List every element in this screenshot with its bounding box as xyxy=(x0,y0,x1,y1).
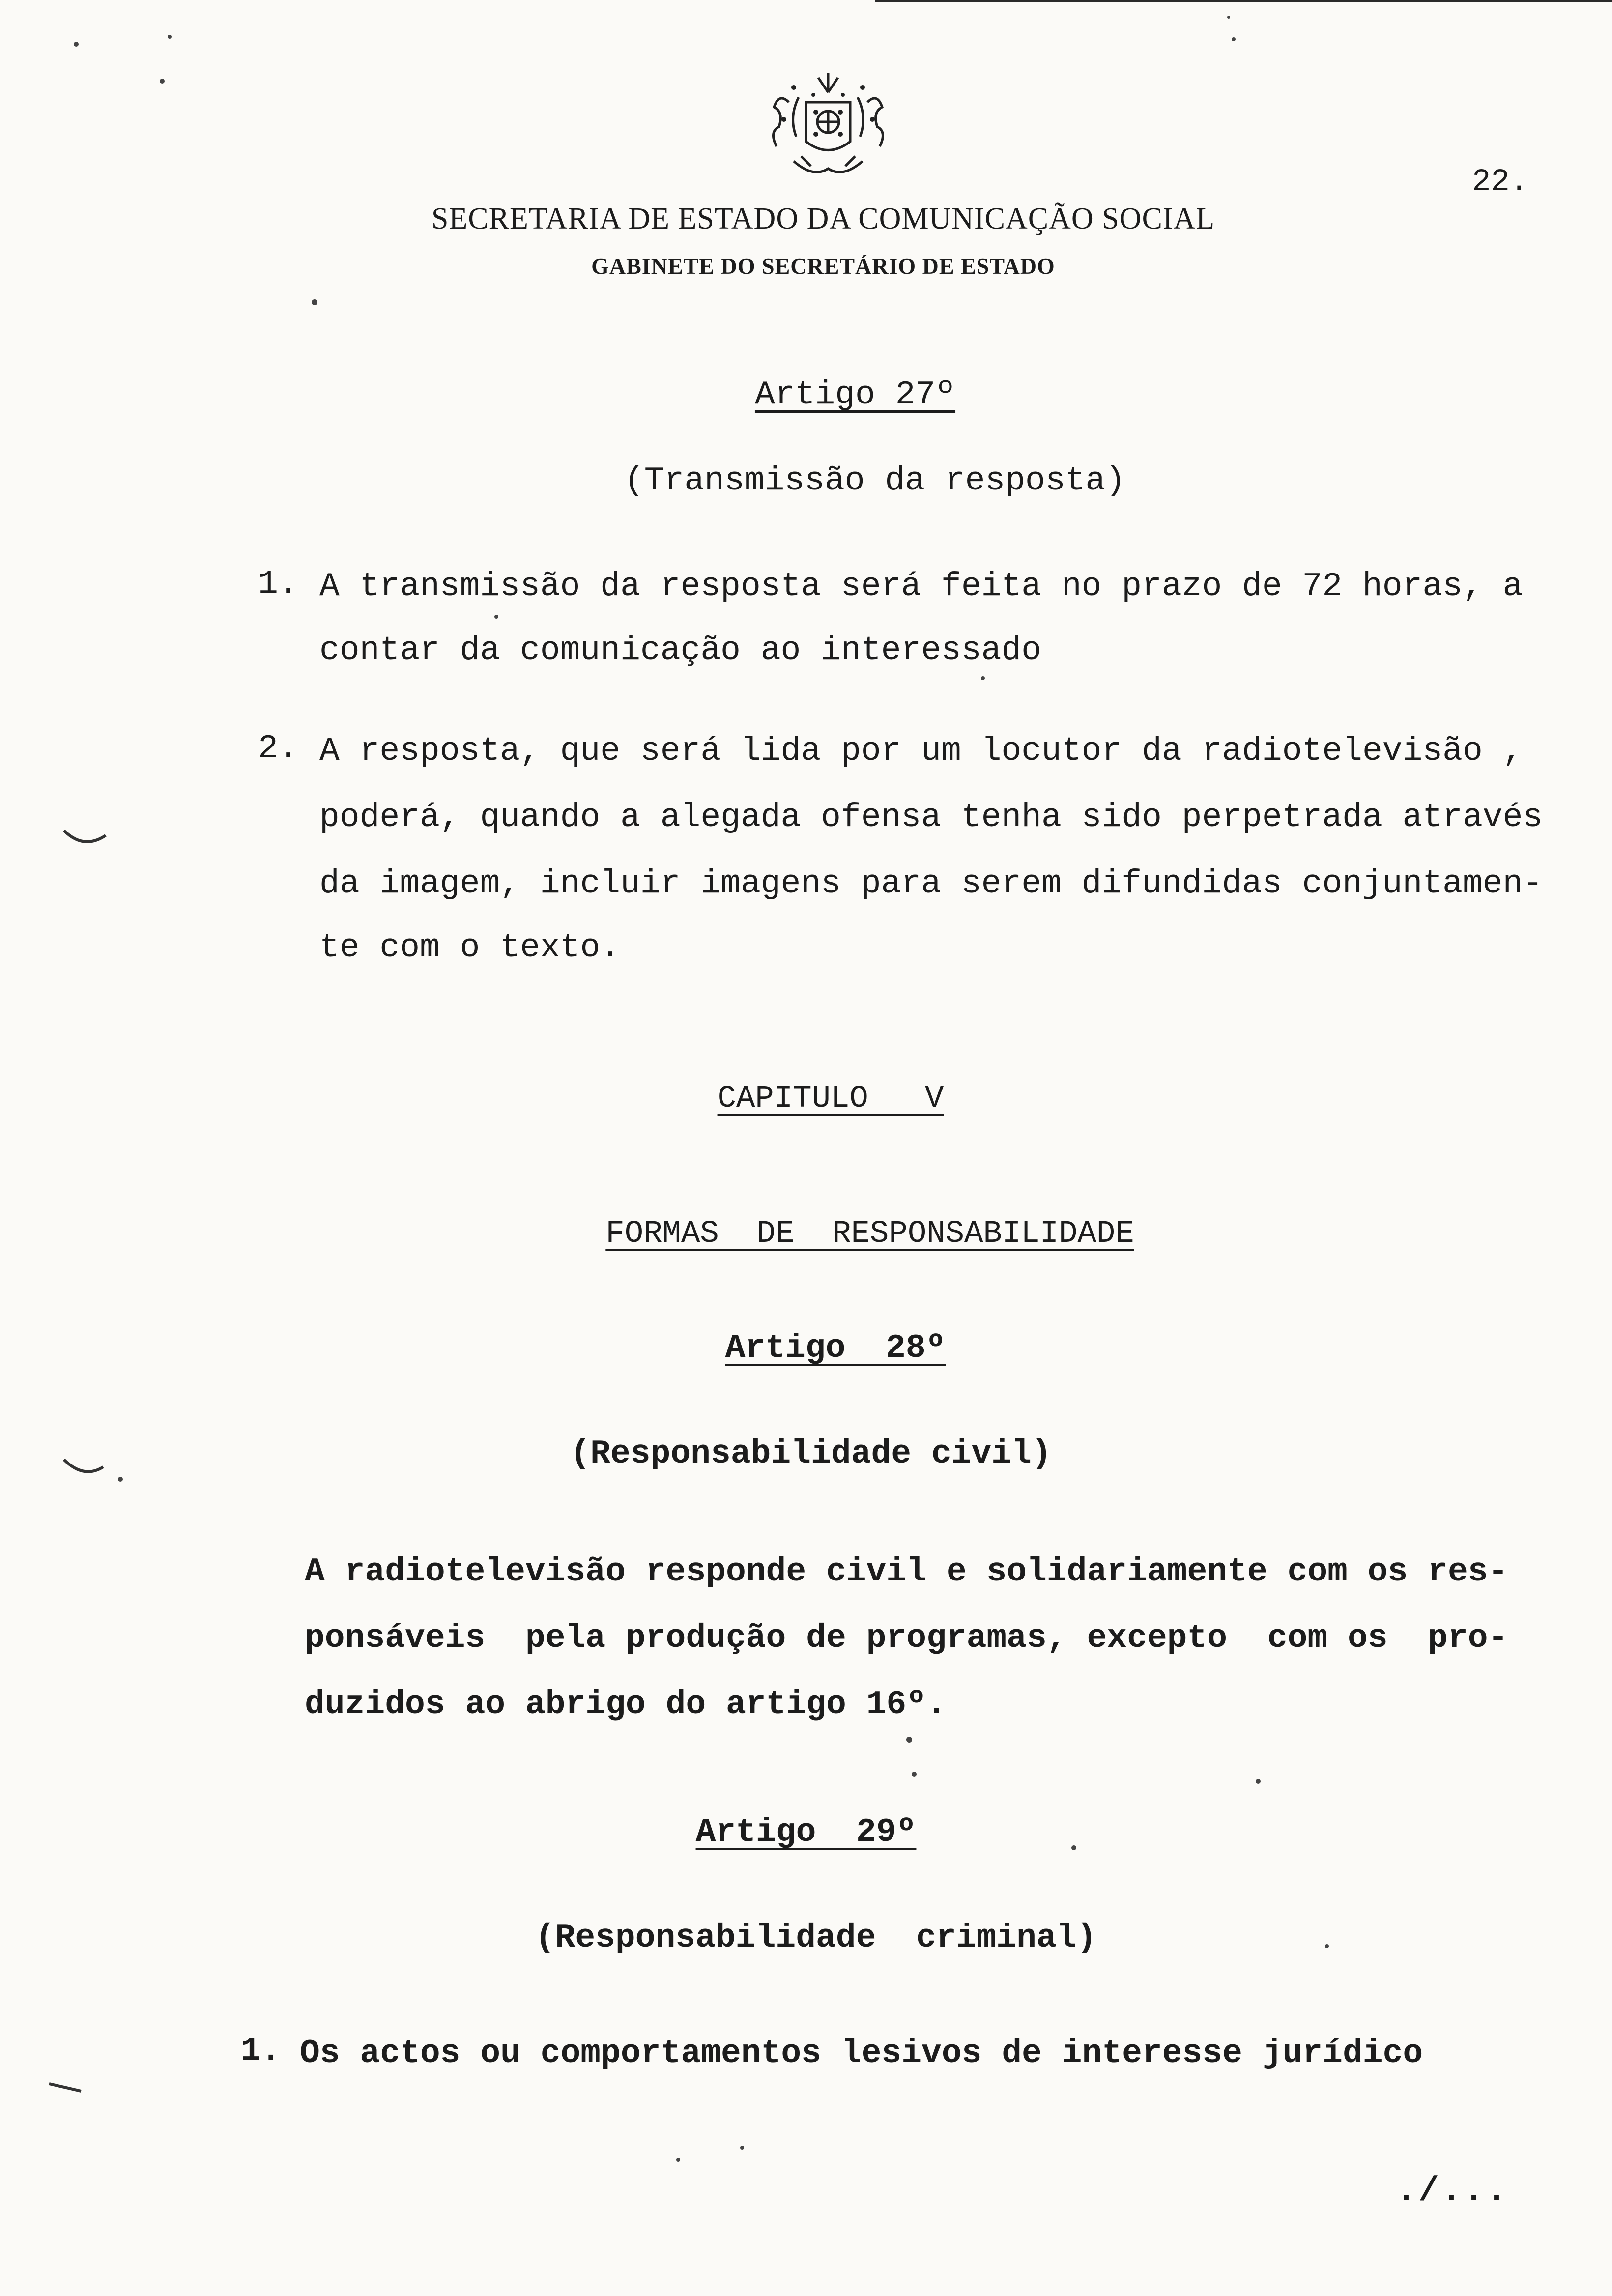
article-28-subtitle: (Responsabilidade civil) xyxy=(570,1435,1052,1473)
article-27-item-1-number: 1. xyxy=(258,565,298,603)
cabinet-subtitle: GABINETE DO SECRETÁRIO DE ESTADO xyxy=(591,254,1055,279)
article-27-item-2-number: 2. xyxy=(258,730,298,768)
article-29-item-1-line-1: Os actos ou comportamentos lesivos de interesse jurídico xyxy=(300,2035,1423,2072)
continuation-mark: ./... xyxy=(1396,2172,1509,2211)
page-number: 22. xyxy=(1472,165,1529,200)
article-27-item-2-line-2: poderá, quando a alegada ofensa tenha sido perpetrada através xyxy=(319,799,1543,836)
chapter-subtitle: FORMAS DE RESPONSABILIDADE xyxy=(605,1216,1134,1252)
article-27-item-1-line-1: A transmissão da resposta será feita no prazo de 72 horas, a xyxy=(319,568,1523,605)
article-28-line-3: duzidos ao abrigo do artigo 16º. xyxy=(305,1686,947,1723)
article-27-item-2-line-4: te com o texto. xyxy=(319,929,621,967)
article-27-heading: Artigo 27º xyxy=(754,376,956,414)
article-28-heading: Artigo 28º xyxy=(725,1329,946,1367)
article-28-line-2: ponsáveis pela produção de programas, excepto com os pro- xyxy=(305,1619,1508,1657)
article-27-item-1-line-2: contar da comunicação ao interessado xyxy=(319,631,1042,669)
article-27-item-2-line-3: da imagem, incluir imagens para serem difundidas conjuntamen- xyxy=(319,865,1543,903)
article-28-line-1: A radiotelevisão responde civil e solidariamente com os res- xyxy=(305,1553,1508,1591)
article-29-heading: Artigo 29º xyxy=(695,1813,917,1851)
article-27-subtitle: (Transmissão da resposta) xyxy=(624,462,1126,500)
chapter-heading: CAPITULO V xyxy=(717,1081,944,1117)
office-title: SECRETARIA DE ESTADO DA COMUNICAÇÃO SOCIAL xyxy=(431,202,1215,235)
article-27-item-2-line-1: A resposta, que será lida por um locutor da radiotelevisão , xyxy=(319,732,1523,770)
article-29-item-1-number: 1. xyxy=(241,2032,281,2070)
article-29-subtitle: (Responsabilidade criminal) xyxy=(535,1919,1097,1957)
